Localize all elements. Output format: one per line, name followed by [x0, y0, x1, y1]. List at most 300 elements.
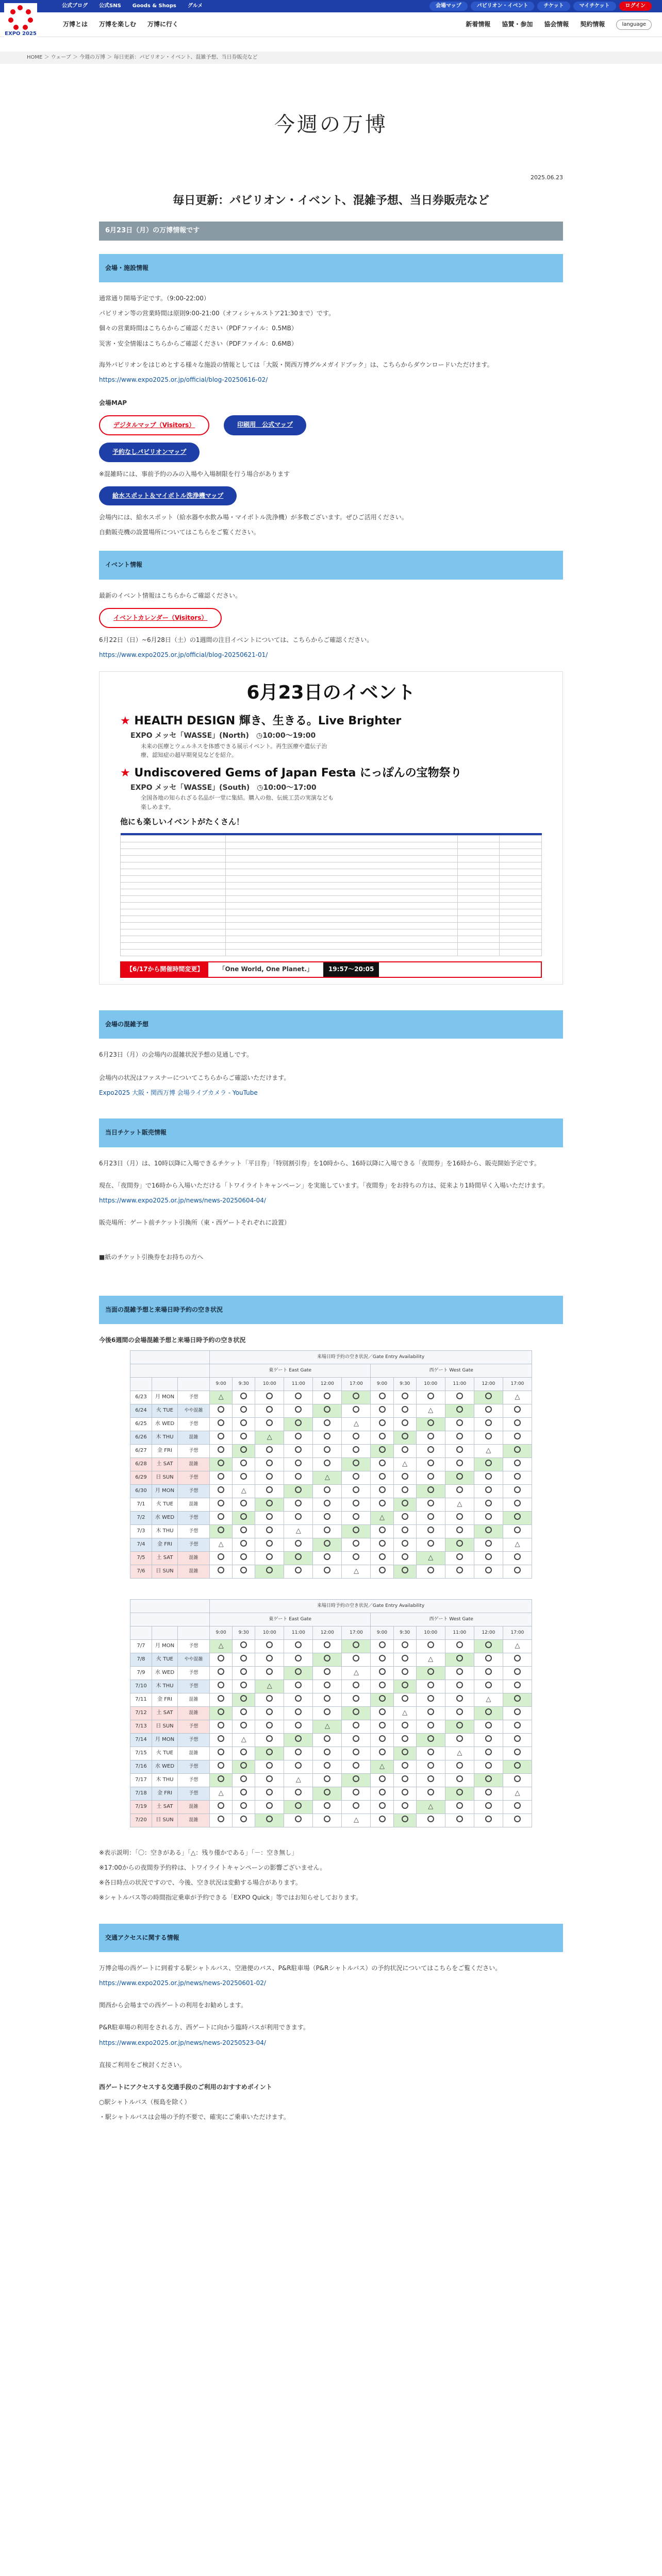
east-gate-header: 東ゲート East Gate: [210, 1364, 371, 1377]
availability-cell: △: [284, 1773, 313, 1787]
availability-cell: [284, 1417, 313, 1431]
availability-cell: [313, 1551, 342, 1565]
my-ticket-button[interactable]: マイチケット: [573, 2, 616, 11]
availability-cell: [416, 1417, 445, 1431]
availability-cell: △: [371, 1760, 393, 1773]
ticket-section-head: 当日チケット販売情報: [99, 1118, 563, 1147]
availability-cell: [393, 1680, 416, 1693]
breadcrumb[interactable]: HOME ＞ ウェーブ ＞ 今週の万博 ＞ 毎日更新：パビリオン・イベント、混雑予想、当日券販売など: [27, 55, 258, 60]
availability-cell: [210, 1484, 233, 1498]
event1-desc: 未来の医療とウェルネスを体感できる展示イベント。再生医療や遺伝子治療、認知症の超早期発見などを紹介。: [141, 742, 327, 759]
availability-cell: [474, 1458, 503, 1471]
availability-cell: [255, 1498, 284, 1511]
availability-sub: 今後6週間の会場混雑予想と来場日時予約の空き状況: [99, 1336, 246, 1344]
availability-cell: [371, 1814, 393, 1827]
top-link-goods[interactable]: Goods & Shops: [132, 3, 176, 9]
time-header: 9:00: [210, 1626, 233, 1639]
availability-cell: [445, 1666, 474, 1680]
access-line: P&R駐車場の利用をされる方、西ゲートに向かう臨時バスが利用できます。: [99, 2024, 309, 2031]
availability-cell: [503, 1653, 532, 1666]
availability-table-2: [130, 1599, 532, 1827]
availability-cell: [371, 1639, 393, 1653]
availability-cell: [371, 1720, 393, 1733]
availability-cell: [393, 1471, 416, 1484]
availability-cell: [416, 1538, 445, 1551]
availability-cell: △: [503, 1538, 532, 1551]
top-links: [62, 2, 203, 10]
publish-date: 2025.06.23: [531, 174, 563, 181]
table-row: 7/9 水 WED 予想 △: [130, 1666, 532, 1680]
availability-cell: [342, 1511, 371, 1524]
availability-cell: [342, 1720, 371, 1733]
availability-cell: [416, 1666, 445, 1680]
poster-more: 他にも楽しいイベントがたくさん！: [120, 817, 244, 827]
note: ※混雑時には、事前予約のみの入場や入場制限を行う場合があります: [99, 470, 290, 478]
ticket-button[interactable]: チケット: [537, 2, 570, 11]
availability-cell: [474, 1800, 503, 1814]
event1-place: EXPO メッセ「WASSE」(North): [130, 732, 249, 740]
time-header: 11:00: [284, 1377, 313, 1391]
availability-cell: [503, 1417, 532, 1431]
availability-cell: [313, 1733, 342, 1747]
availability-cell: [233, 1680, 255, 1693]
availability-cell: [416, 1639, 445, 1653]
print-map-button[interactable]: 印刷用 公式マップ: [224, 415, 306, 435]
table-row: 7/12 土 SAT 混雑 △: [130, 1706, 532, 1720]
availability-cell: [255, 1639, 284, 1653]
top-bar: [0, 0, 662, 12]
availability-cell: [393, 1693, 416, 1706]
availability-cell: [342, 1391, 371, 1404]
availability-cell: [233, 1565, 255, 1578]
breadcrumb-bar: [0, 52, 662, 64]
availability-cell: [255, 1391, 284, 1404]
availability-cell: [210, 1565, 233, 1578]
west-gate-header: 西ゲート West Gate: [371, 1364, 532, 1377]
availability-cell: [233, 1720, 255, 1733]
availability-cell: [416, 1511, 445, 1524]
top-link-gourmet[interactable]: グルメ: [187, 3, 203, 9]
banner-time: 19:57～20:05: [323, 962, 379, 976]
availability-cell: [503, 1720, 532, 1733]
pavilion-event-button[interactable]: パビリオン・イベント: [471, 2, 535, 11]
time-header: 11:00: [445, 1377, 474, 1391]
event2-title: Undiscovered Gems of Japan Festa にっぽんの宝物祭り: [134, 766, 462, 779]
time-header: 11:00: [445, 1626, 474, 1639]
availability-cell: [313, 1787, 342, 1800]
event1-time: 10:00～19:00: [262, 732, 316, 740]
availability-cell: [371, 1431, 393, 1444]
access-link-2[interactable]: https://www.expo2025.or.jp/news/news-20250523-04/: [99, 2039, 266, 2046]
availability-cell: △: [445, 1498, 474, 1511]
availability-cell: [445, 1391, 474, 1404]
availability-cell: [393, 1484, 416, 1498]
table-row: 6/25 水 WED 予想 △: [130, 1417, 532, 1431]
availability-cell: [416, 1747, 445, 1760]
table-row: 7/7 月 MON 予想 △ △: [130, 1639, 532, 1653]
east-gate-header: 東ゲート East Gate: [210, 1613, 371, 1626]
availability-cell: [313, 1391, 342, 1404]
availability-cell: [210, 1417, 233, 1431]
availability-cell: △: [210, 1639, 233, 1653]
table-caption: 来場日時予約の空き状況／Gate Entry Availability: [210, 1599, 532, 1613]
availability-cell: [393, 1444, 416, 1458]
note: 自動販売機の設置場所についてはこちらをご覧ください。: [99, 529, 260, 536]
event1-title: HEALTH DESIGN 輝き、生きる。Live Brighter: [134, 714, 402, 727]
top-right-buttons: [429, 2, 652, 11]
access-line: 直接ご利用をご検討ください。: [99, 2061, 186, 2069]
availability-cell: [474, 1431, 503, 1444]
availability-cell: [503, 1471, 532, 1484]
table-row: 7/3 木 THU 予想 △: [130, 1524, 532, 1538]
availability-cell: [445, 1404, 474, 1417]
map-label: 会場MAP: [99, 399, 127, 407]
crowd-line: 会場内の状況はファスナーについてこちらからご確認いただけます。: [99, 1074, 290, 1082]
article-body: [99, 222, 563, 2128]
availability-cell: [255, 1551, 284, 1565]
note: 会場内には、給水スポット（給水器や水飲み場・マイボトル洗浄機）が多数ございます。ぜひご活用ください。: [99, 514, 408, 521]
time-header: 12:00: [313, 1377, 342, 1391]
expo-logo[interactable]: [4, 3, 37, 44]
availability-cell: △: [416, 1404, 445, 1417]
event-calendar-button[interactable]: イベントカレンダー（Visitors）: [99, 608, 222, 628]
availability-cell: [255, 1720, 284, 1733]
availability-cell: [503, 1524, 532, 1538]
availability-cell: [210, 1693, 233, 1706]
availability-cell: △: [503, 1391, 532, 1404]
availability-cell: [503, 1680, 532, 1693]
availability-cell: [255, 1524, 284, 1538]
availability-cell: [233, 1639, 255, 1653]
availability-cell: [342, 1733, 371, 1747]
availability-cell: [474, 1680, 503, 1693]
availability-cell: [445, 1524, 474, 1538]
availability-cell: [255, 1747, 284, 1760]
availability-cell: [255, 1666, 284, 1680]
availability-cell: [371, 1747, 393, 1760]
availability-cell: [342, 1484, 371, 1498]
availability-cell: [313, 1747, 342, 1760]
availability-cell: [233, 1760, 255, 1773]
availability-cell: [371, 1538, 393, 1551]
availability-cell: [474, 1391, 503, 1404]
availability-cell: [474, 1538, 503, 1551]
availability-cell: [284, 1680, 313, 1693]
event2-desc: 全国各地の知られざる名品が一堂に集結。購入の他、伝統工芸の実演なども楽しめます。: [141, 794, 334, 810]
availability-cell: [313, 1639, 342, 1653]
time-header: 17:00: [503, 1626, 532, 1639]
availability-cell: [393, 1666, 416, 1680]
availability-cell: [255, 1458, 284, 1471]
availability-cell: [503, 1693, 532, 1706]
availability-cell: [474, 1565, 503, 1578]
availability-cell: [233, 1471, 255, 1484]
availability-cell: [474, 1511, 503, 1524]
availability-cell: [233, 1498, 255, 1511]
availability-cell: [371, 1653, 393, 1666]
availability-cell: [416, 1431, 445, 1444]
availability-cell: [445, 1639, 474, 1653]
availability-cell: [445, 1720, 474, 1733]
table-row: 6/28 土 SAT 混雑 △: [130, 1458, 532, 1471]
availability-cell: [474, 1666, 503, 1680]
availability-cell: △: [416, 1800, 445, 1814]
availability-cell: [371, 1773, 393, 1787]
availability-cell: [503, 1747, 532, 1760]
availability-cell: [210, 1706, 233, 1720]
availability-cell: △: [416, 1551, 445, 1565]
availability-cell: [210, 1431, 233, 1444]
availability-cell: [503, 1498, 532, 1511]
time-header: 17:00: [342, 1626, 371, 1639]
table-row: 6/24 火 TUE やや混雑 △: [130, 1404, 532, 1417]
availability-cell: [371, 1693, 393, 1706]
availability-cell: [416, 1391, 445, 1404]
availability-cell: [445, 1706, 474, 1720]
availability-cell: [503, 1484, 532, 1498]
availability-cell: [233, 1417, 255, 1431]
time-header: 9:30: [233, 1377, 255, 1391]
availability-cell: △: [210, 1538, 233, 1551]
availability-cell: [371, 1706, 393, 1720]
gourmet-guide-link[interactable]: https://www.expo2025.or.jp/official/blog-20250616-02/: [99, 376, 268, 383]
availability-cell: [255, 1471, 284, 1484]
availability-cell: [210, 1458, 233, 1471]
availability-cell: [393, 1524, 416, 1538]
availability-cell: [503, 1666, 532, 1680]
availability-cell: [284, 1639, 313, 1653]
live-camera-link[interactable]: Expo2025 大阪・関西万博 会場ライブカメラ - YouTube: [99, 1089, 258, 1097]
availability-cell: [313, 1458, 342, 1471]
time-header: 11:00: [284, 1626, 313, 1639]
availability-cell: [393, 1814, 416, 1827]
availability-cell: [313, 1814, 342, 1827]
availability-cell: [255, 1693, 284, 1706]
availability-cell: △: [210, 1391, 233, 1404]
availability-cell: [445, 1565, 474, 1578]
availability-cell: [371, 1551, 393, 1565]
top-link-blog[interactable]: 公式ブログ: [62, 3, 88, 9]
availability-cell: [503, 1511, 532, 1524]
availability-cell: [284, 1444, 313, 1458]
availability-cell: [371, 1787, 393, 1800]
availability-cell: [474, 1787, 503, 1800]
availability-cell: [342, 1498, 371, 1511]
twilight-link[interactable]: https://www.expo2025.or.jp/news/news-20250604-04/: [99, 1196, 266, 1204]
availability-cell: [474, 1484, 503, 1498]
availability-cell: [313, 1565, 342, 1578]
facility-line: パビリオン等の営業時間は原則9:00-21:00（オフィシャルストア21:30まで）です。: [99, 310, 335, 317]
availability-cell: [393, 1747, 416, 1760]
availability-note: ※各日時点の状況ですので、今後、空き状況は変動する場合があります。: [99, 1879, 302, 1887]
nav-association[interactable]: 協会情報: [544, 21, 569, 28]
one-world-banner: [120, 961, 542, 977]
availability-cell: △: [233, 1733, 255, 1747]
availability-cell: [210, 1524, 233, 1538]
availability-cell: [210, 1680, 233, 1693]
nav-enjoy[interactable]: 万博を楽しむ: [99, 21, 137, 28]
availability-cell: [503, 1551, 532, 1565]
availability-cell: [313, 1431, 342, 1444]
availability-cell: [233, 1458, 255, 1471]
availability-cell: [342, 1747, 371, 1760]
weekly-event-link[interactable]: https://www.expo2025.or.jp/official/blog-20250621-01/: [99, 651, 268, 659]
availability-cell: [313, 1484, 342, 1498]
nav-about[interactable]: 万博とは: [63, 21, 88, 28]
nav-contracts[interactable]: 契約情報: [580, 21, 605, 28]
nav-participation[interactable]: 協賛・参加: [502, 21, 533, 28]
poster-title: 6月23日のイベント: [246, 682, 416, 704]
availability-cell: [474, 1733, 503, 1747]
availability-cell: [210, 1760, 233, 1773]
availability-cell: △: [371, 1511, 393, 1524]
table-row: 6/29 日 SUN 予想 △: [130, 1471, 532, 1484]
ticket-line: 販売場所：ゲート前チケット引換所（東・西ゲートそれぞれに設置）: [99, 1219, 290, 1227]
map-button[interactable]: 会場マップ: [429, 2, 468, 11]
availability-cell: [445, 1693, 474, 1706]
availability-cell: [445, 1444, 474, 1458]
availability-cell: △: [255, 1680, 284, 1693]
availability-cell: [371, 1524, 393, 1538]
availability-cell: [503, 1773, 532, 1787]
availability-cell: [284, 1760, 313, 1773]
availability-cell: [445, 1551, 474, 1565]
table-row: 6/23 月 MON 予想 △ △: [130, 1391, 532, 1404]
availability-cell: [210, 1814, 233, 1827]
table-row: 7/1 火 TUE 混雑 △: [130, 1498, 532, 1511]
availability-cell: [393, 1800, 416, 1814]
no-reservation-map-button[interactable]: 予約なしパビリオンマップ: [99, 443, 200, 462]
availability-cell: [416, 1773, 445, 1787]
availability-cell: △: [342, 1666, 371, 1680]
availability-cell: [284, 1653, 313, 1666]
availability-cell: [371, 1471, 393, 1484]
time-header: 17:00: [503, 1377, 532, 1391]
availability-cell: [371, 1498, 393, 1511]
availability-cell: [416, 1484, 445, 1498]
availability-cell: [342, 1404, 371, 1417]
crowd-line: 6月23日（月）の会場内の混雑状況予想の見通しです。: [99, 1050, 253, 1058]
availability-cell: [284, 1431, 313, 1444]
availability-cell: [342, 1471, 371, 1484]
availability-cell: △: [445, 1747, 474, 1760]
availability-cell: [342, 1458, 371, 1471]
banner-mid: 「One World, One Planet.」: [219, 965, 313, 973]
water-spot-map-button[interactable]: 給水スポット＆マイボトル洗浄機マップ: [99, 486, 237, 505]
availability-cell: [393, 1639, 416, 1653]
time-header: 17:00: [342, 1377, 371, 1391]
availability-cell: [445, 1733, 474, 1747]
availability-cell: [416, 1458, 445, 1471]
table-row: 7/10 木 THU 予想 △: [130, 1680, 532, 1693]
availability-cell: [393, 1551, 416, 1565]
time-header: 10:00: [255, 1626, 284, 1639]
availability-cell: [255, 1814, 284, 1827]
top-link-sns[interactable]: 公式SNS: [99, 3, 121, 9]
availability-cell: [371, 1417, 393, 1431]
availability-cell: [284, 1538, 313, 1551]
time-header: 9:30: [233, 1626, 255, 1639]
availability-cell: [503, 1760, 532, 1773]
availability-cell: [210, 1773, 233, 1787]
table-row: 6/30 月 MON 予想 △: [130, 1484, 532, 1498]
availability-cell: [503, 1444, 532, 1458]
availability-cell: [371, 1391, 393, 1404]
nav-visit[interactable]: 万博に行く: [147, 21, 179, 28]
login-button[interactable]: ログイン: [619, 2, 652, 11]
availability-cell: [416, 1760, 445, 1773]
availability-cell: [210, 1551, 233, 1565]
availability-cell: [313, 1498, 342, 1511]
availability-cell: △: [342, 1565, 371, 1578]
availability-cell: [342, 1524, 371, 1538]
availability-cell: [284, 1800, 313, 1814]
availability-cell: [255, 1444, 284, 1458]
availability-cell: [210, 1747, 233, 1760]
availability-cell: [503, 1706, 532, 1720]
availability-cell: △: [313, 1471, 342, 1484]
availability-cell: △: [313, 1720, 342, 1733]
availability-cell: [342, 1693, 371, 1706]
availability-cell: [233, 1538, 255, 1551]
table-row: 7/13 日 SUN 予想 △: [130, 1720, 532, 1733]
availability-cell: △: [284, 1524, 313, 1538]
availability-cell: [342, 1444, 371, 1458]
availability-cell: [255, 1706, 284, 1720]
table-row: 6/27 金 FRI 予想 △: [130, 1444, 532, 1458]
digital-map-button[interactable]: デジタルマップ（Visitors）: [99, 415, 209, 435]
table-row: 7/14 月 MON 予想 △: [130, 1733, 532, 1747]
availability-cell: [255, 1484, 284, 1498]
access-heading: 西ゲートにアクセスする交通手段のご利用のおすすめポイント: [99, 2083, 272, 2091]
availability-cell: [474, 1524, 503, 1538]
availability-cell: [210, 1498, 233, 1511]
availability-cell: [233, 1666, 255, 1680]
main-nav: [0, 12, 662, 37]
nav-news[interactable]: 新着情報: [466, 21, 491, 28]
availability-cell: [210, 1720, 233, 1733]
availability-cell: △: [342, 1417, 371, 1431]
crowd-section-head: 会場の混雑予想: [99, 1010, 563, 1039]
language-selector[interactable]: language: [616, 20, 652, 30]
availability-cell: [445, 1458, 474, 1471]
access-link-1[interactable]: https://www.expo2025.or.jp/news/news-20250601-02/: [99, 1979, 266, 1987]
availability-cell: [503, 1800, 532, 1814]
availability-cell: [445, 1814, 474, 1827]
availability-cell: [371, 1404, 393, 1417]
availability-cell: [313, 1706, 342, 1720]
availability-cell: [393, 1391, 416, 1404]
availability-cell: [313, 1800, 342, 1814]
event-section-head: イベント情報: [99, 551, 563, 579]
event-poster: 6月23日のイベント ★ HEALTH DESIGN 輝き、生きる。Live Brighter EXPO メッセ「WASSE」(North) ◷10:00～19:00 未来の医療とウェルネスを体感できる展示イベント。再生医療や遺伝子治療、認知症の超早期発見などを紹介。 ★ Undiscovered Gems of Japan Festa にっぽんの宝物祭り EXPO メッセ「WASSE」(South) ◷10:00～17:00 全国各地の知られざる名品が一堂に集結。購入の他、伝統工芸の実演なども楽しめます。 他にも楽しいイベントがたくさん！ 【6/17から開催時間変更】 「One World, One Planet.」 19:57～20:05: [99, 671, 563, 984]
availability-cell: [445, 1653, 474, 1666]
availability-cell: [313, 1693, 342, 1706]
access-line: 関西から会場までの西ゲートの利用をお勧めします。: [99, 2002, 247, 2009]
availability-cell: [503, 1814, 532, 1827]
availability-cell: [284, 1511, 313, 1524]
table-row: 7/11 金 FRI 混雑 △: [130, 1693, 532, 1706]
availability-cell: [416, 1693, 445, 1706]
availability-cell: [445, 1417, 474, 1431]
availability-cell: [445, 1800, 474, 1814]
availability-cell: [210, 1511, 233, 1524]
availability-cell: [233, 1444, 255, 1458]
availability-cell: [342, 1787, 371, 1800]
availability-cell: [342, 1639, 371, 1653]
facility-line: 個々の営業時間はこちらからご確認ください（PDFファイル：0.5MB）: [99, 325, 297, 332]
availability-cell: [313, 1538, 342, 1551]
